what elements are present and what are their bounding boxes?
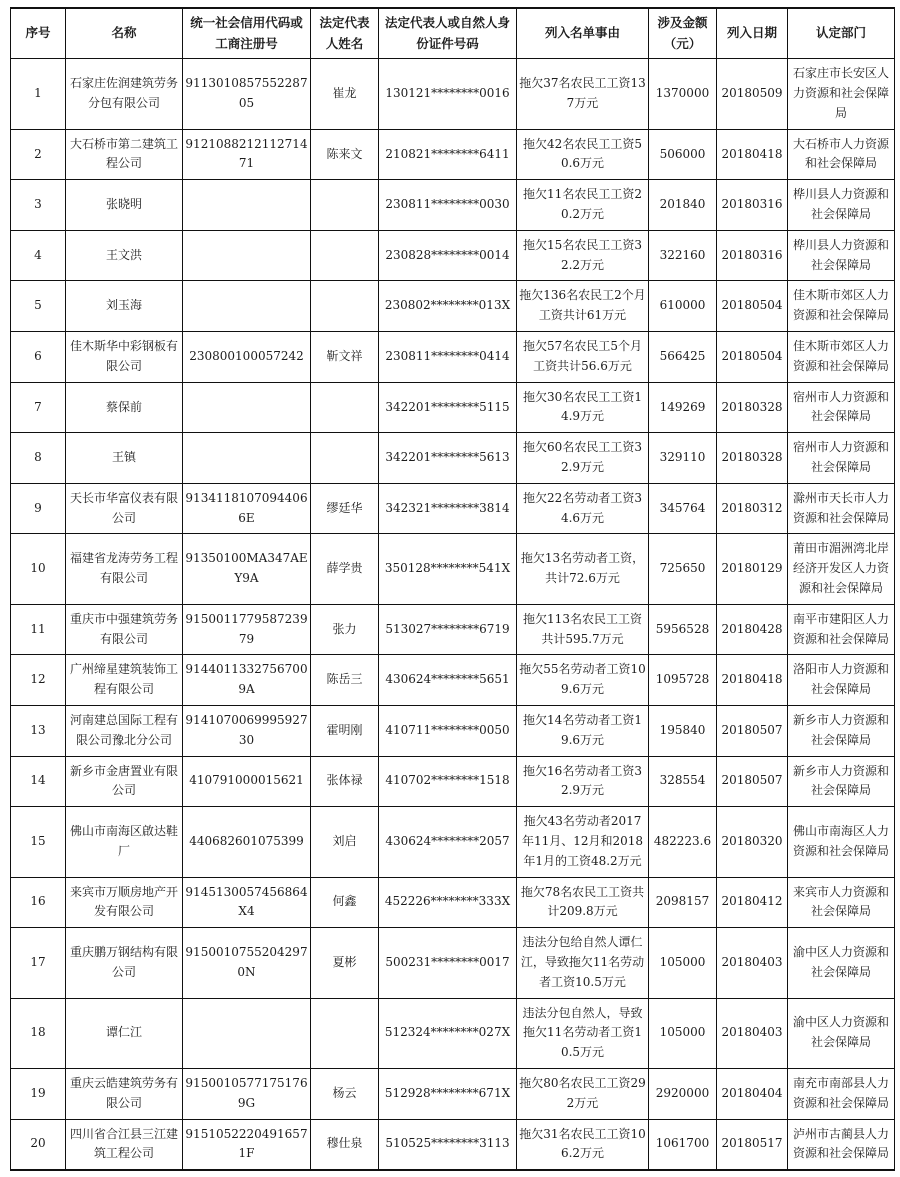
cell-legal-rep: 杨云 <box>311 1068 379 1119</box>
column-header-amount: 涉及金额（元） <box>649 8 717 59</box>
cell-reason: 拖欠37名农民工工资137万元 <box>517 59 649 129</box>
cell-index: 13 <box>11 705 66 756</box>
cell-credit-code <box>183 230 311 281</box>
cell-credit-code: 91440113327567009A <box>183 655 311 706</box>
cell-id-number: 512928********671X <box>379 1068 517 1119</box>
table-row <box>11 382 895 433</box>
cell-index: 1 <box>11 59 66 129</box>
cell-reason: 拖欠16名劳动者工资32.9万元 <box>517 756 649 807</box>
cell-id-number: 342201********5613 <box>379 433 517 484</box>
cell-name: 王镇 <box>66 433 183 484</box>
cell-amount: 105000 <box>649 928 717 998</box>
cell-list-date: 20180328 <box>717 433 788 484</box>
cell-index: 8 <box>11 433 66 484</box>
cell-authority: 石家庄市长安区人力资源和社会保障局 <box>788 59 895 129</box>
cell-name: 广州缔星建筑装饰工程有限公司 <box>66 655 183 706</box>
cell-name: 重庆鹏万钢结构有限公司 <box>66 928 183 998</box>
cell-id-number: 430624********2057 <box>379 807 517 877</box>
cell-list-date: 20180316 <box>717 230 788 281</box>
cell-authority: 莆田市湄洲湾北岸经济开发区人力资源和社会保障局 <box>788 534 895 604</box>
cell-credit-code: 440682601075399 <box>183 807 311 877</box>
column-header-list-date: 列入日期 <box>717 8 788 59</box>
cell-index: 2 <box>11 129 66 180</box>
cell-credit-code: 410791000015621 <box>183 756 311 807</box>
cell-credit-code: 91341181070944066E <box>183 483 311 534</box>
cell-authority: 新乡市人力资源和社会保障局 <box>788 705 895 756</box>
cell-index: 12 <box>11 655 66 706</box>
cell-authority: 大石桥市人力资源和社会保障局 <box>788 129 895 180</box>
cell-amount: 329110 <box>649 433 717 484</box>
cell-id-number: 410711********0050 <box>379 705 517 756</box>
cell-list-date: 20180504 <box>717 332 788 383</box>
cell-list-date: 20180403 <box>717 998 788 1068</box>
cell-legal-rep: 陈岳三 <box>311 655 379 706</box>
cell-index: 4 <box>11 230 66 281</box>
cell-id-number: 350128********541X <box>379 534 517 604</box>
cell-name: 佳木斯华中彩钢板有限公司 <box>66 332 183 383</box>
cell-amount: 322160 <box>649 230 717 281</box>
cell-list-date: 20180320 <box>717 807 788 877</box>
table-row <box>11 655 895 706</box>
cell-legal-rep: 穆仕泉 <box>311 1119 379 1170</box>
cell-authority: 宿州市人力资源和社会保障局 <box>788 382 895 433</box>
cell-credit-code: 915001177958723979 <box>183 604 311 655</box>
cell-reason: 拖欠80名农民工工资292万元 <box>517 1068 649 1119</box>
cell-list-date: 20180404 <box>717 1068 788 1119</box>
table-row <box>11 180 895 231</box>
cell-id-number: 513027********6719 <box>379 604 517 655</box>
column-header-credit-code: 统一社会信用代码或工商注册号 <box>183 8 311 59</box>
cell-authority: 来宾市人力资源和社会保障局 <box>788 877 895 928</box>
cell-amount: 566425 <box>649 332 717 383</box>
cell-reason: 拖欠113名农民工工资共计595.7万元 <box>517 604 649 655</box>
cell-id-number: 210821********6411 <box>379 129 517 180</box>
table-row <box>11 483 895 534</box>
cell-legal-rep <box>311 382 379 433</box>
cell-amount: 105000 <box>649 998 717 1068</box>
cell-name: 新乡市金唐置业有限公司 <box>66 756 183 807</box>
table-body <box>11 59 895 1170</box>
cell-index: 17 <box>11 928 66 998</box>
cell-name: 蔡保前 <box>66 382 183 433</box>
cell-reason: 拖欠15名农民工工资32.2万元 <box>517 230 649 281</box>
cell-reason: 拖欠13名劳动者工资，共计72.6万元 <box>517 534 649 604</box>
cell-name: 天长市华富仪表有限公司 <box>66 483 183 534</box>
cell-legal-rep: 缪廷华 <box>311 483 379 534</box>
table-row <box>11 928 895 998</box>
cell-name: 来宾市万顺房地产开发有限公司 <box>66 877 183 928</box>
cell-reason: 拖欠22名劳动者工资34.6万元 <box>517 483 649 534</box>
cell-reason: 拖欠30名农民工工资14.9万元 <box>517 382 649 433</box>
cell-amount: 506000 <box>649 129 717 180</box>
cell-credit-code: 91350100MA347AEY9A <box>183 534 311 604</box>
cell-id-number: 410702********1518 <box>379 756 517 807</box>
cell-id-number: 342321********3814 <box>379 483 517 534</box>
cell-id-number: 510525********3113 <box>379 1119 517 1170</box>
table-row <box>11 705 895 756</box>
cell-id-number: 230802********013X <box>379 281 517 332</box>
cell-amount: 2098157 <box>649 877 717 928</box>
column-header-reason: 列入名单事由 <box>517 8 649 59</box>
cell-index: 19 <box>11 1068 66 1119</box>
cell-list-date: 20180418 <box>717 129 788 180</box>
cell-amount: 482223.6 <box>649 807 717 877</box>
cell-legal-rep <box>311 433 379 484</box>
cell-index: 15 <box>11 807 66 877</box>
cell-credit-code: 91510522204916571F <box>183 1119 311 1170</box>
column-header-legal-rep: 法定代表 人姓名 <box>311 8 379 59</box>
cell-authority: 南充市南部县人力资源和社会保障局 <box>788 1068 895 1119</box>
cell-authority: 宿州市人力资源和社会保障局 <box>788 433 895 484</box>
cell-list-date: 20180418 <box>717 655 788 706</box>
cell-reason: 违法分包自然人，导致拖欠11名劳动者工资10.5万元 <box>517 998 649 1068</box>
cell-legal-rep: 薛学贵 <box>311 534 379 604</box>
table-row <box>11 433 895 484</box>
table-row <box>11 230 895 281</box>
cell-name: 四川省合江县三江建筑工程公司 <box>66 1119 183 1170</box>
cell-name: 重庆市中强建筑劳务有限公司 <box>66 604 183 655</box>
table-row <box>11 1068 895 1119</box>
cell-reason: 拖欠14名劳动者工资19.6万元 <box>517 705 649 756</box>
cell-amount: 1061700 <box>649 1119 717 1170</box>
cell-reason: 拖欠78名农民工工资共计209.8万元 <box>517 877 649 928</box>
cell-id-number: 130121********0016 <box>379 59 517 129</box>
cell-id-number: 230811********0030 <box>379 180 517 231</box>
cell-list-date: 20180507 <box>717 705 788 756</box>
cell-list-date: 20180509 <box>717 59 788 129</box>
cell-amount: 149269 <box>649 382 717 433</box>
cell-amount: 1095728 <box>649 655 717 706</box>
table-row <box>11 998 895 1068</box>
cell-index: 16 <box>11 877 66 928</box>
cell-list-date: 20180428 <box>717 604 788 655</box>
cell-authority: 泸州市古蔺县人力资源和社会保障局 <box>788 1119 895 1170</box>
cell-index: 18 <box>11 998 66 1068</box>
cell-amount: 610000 <box>649 281 717 332</box>
table-row <box>11 1119 895 1170</box>
cell-list-date: 20180129 <box>717 534 788 604</box>
cell-index: 10 <box>11 534 66 604</box>
cell-list-date: 20180403 <box>717 928 788 998</box>
table-row <box>11 756 895 807</box>
cell-name: 张晓明 <box>66 180 183 231</box>
column-header-id-number: 法定代表人或自然人身份证件号码 <box>379 8 517 59</box>
cell-legal-rep: 崔龙 <box>311 59 379 129</box>
cell-credit-code <box>183 180 311 231</box>
cell-id-number: 342201********5115 <box>379 382 517 433</box>
cell-authority: 桦川县人力资源和社会保障局 <box>788 230 895 281</box>
cell-list-date: 20180507 <box>717 756 788 807</box>
cell-authority: 南平市建阳区人力资源和社会保障局 <box>788 604 895 655</box>
cell-name: 佛山市南海区啟达鞋厂 <box>66 807 183 877</box>
cell-authority: 佳木斯市郊区人力资源和社会保障局 <box>788 281 895 332</box>
cell-index: 6 <box>11 332 66 383</box>
cell-amount: 195840 <box>649 705 717 756</box>
cell-credit-code: 912108821211271471 <box>183 129 311 180</box>
cell-name: 河南建总国际工程有限公司豫北分公司 <box>66 705 183 756</box>
cell-credit-code: 91500107552042970N <box>183 928 311 998</box>
column-header-index: 序号 <box>11 8 66 59</box>
cell-legal-rep: 何鑫 <box>311 877 379 928</box>
cell-name: 福建省龙涛劳务工程有限公司 <box>66 534 183 604</box>
cell-name: 王文洪 <box>66 230 183 281</box>
cell-reason: 拖欠31名农民工工资106.2万元 <box>517 1119 649 1170</box>
cell-legal-rep: 夏彬 <box>311 928 379 998</box>
cell-credit-code <box>183 433 311 484</box>
cell-amount: 725650 <box>649 534 717 604</box>
cell-legal-rep <box>311 230 379 281</box>
cell-credit-code: 911301085755228705 <box>183 59 311 129</box>
cell-id-number: 230811********0414 <box>379 332 517 383</box>
header-row <box>11 8 895 59</box>
cell-amount: 328554 <box>649 756 717 807</box>
cell-credit-code: 230800100057242 <box>183 332 311 383</box>
cell-authority: 桦川县人力资源和社会保障局 <box>788 180 895 231</box>
cell-reason: 拖欠11名农民工工资20.2万元 <box>517 180 649 231</box>
cell-credit-code <box>183 382 311 433</box>
cell-authority: 新乡市人力资源和社会保障局 <box>788 756 895 807</box>
cell-amount: 201840 <box>649 180 717 231</box>
table-row <box>11 807 895 877</box>
cell-authority: 洛阳市人力资源和社会保障局 <box>788 655 895 706</box>
table-row <box>11 877 895 928</box>
cell-legal-rep <box>311 998 379 1068</box>
table-row <box>11 534 895 604</box>
column-header-authority: 认定部门 <box>788 8 895 59</box>
cell-legal-rep <box>311 180 379 231</box>
table-row <box>11 59 895 129</box>
cell-authority: 渝中区人力资源和社会保障局 <box>788 998 895 1068</box>
cell-index: 3 <box>11 180 66 231</box>
cell-index: 20 <box>11 1119 66 1170</box>
cell-id-number: 430624********5651 <box>379 655 517 706</box>
table-row <box>11 604 895 655</box>
cell-reason: 拖欠43名劳动者2017年11月、12月和2018年1月的工资48.2万元 <box>517 807 649 877</box>
cell-list-date: 20180312 <box>717 483 788 534</box>
cell-amount: 345764 <box>649 483 717 534</box>
cell-legal-rep: 靳文祥 <box>311 332 379 383</box>
cell-authority: 佳木斯市郊区人力资源和社会保障局 <box>788 332 895 383</box>
cell-list-date: 20180328 <box>717 382 788 433</box>
table-row <box>11 129 895 180</box>
cell-legal-rep <box>311 281 379 332</box>
cell-id-number: 512324********027X <box>379 998 517 1068</box>
cell-name: 石家庄佐润建筑劳务分包有限公司 <box>66 59 183 129</box>
cell-authority: 滁州市天长市人力资源和社会保障局 <box>788 483 895 534</box>
cell-reason: 拖欠136名农民工2个月工资共计61万元 <box>517 281 649 332</box>
table-row <box>11 281 895 332</box>
cell-legal-rep: 霍明刚 <box>311 705 379 756</box>
cell-id-number: 230828********0014 <box>379 230 517 281</box>
cell-reason: 拖欠55名劳动者工资109.6万元 <box>517 655 649 706</box>
cell-index: 9 <box>11 483 66 534</box>
cell-legal-rep: 刘启 <box>311 807 379 877</box>
cell-name: 谭仁江 <box>66 998 183 1068</box>
cell-amount: 2920000 <box>649 1068 717 1119</box>
cell-reason: 拖欠57名农民工5个月工资共计56.6万元 <box>517 332 649 383</box>
cell-list-date: 20180504 <box>717 281 788 332</box>
cell-reason: 拖欠42名农民工工资50.6万元 <box>517 129 649 180</box>
cell-reason: 违法分包给自然人谭仁江，导致拖欠11名劳动者工资10.5万元 <box>517 928 649 998</box>
cell-credit-code: 914107006999592730 <box>183 705 311 756</box>
column-header-name: 名称 <box>66 8 183 59</box>
cell-reason: 拖欠60名农民工工资32.9万元 <box>517 433 649 484</box>
cell-authority: 佛山市南海区人力资源和社会保障局 <box>788 807 895 877</box>
cell-legal-rep: 陈来文 <box>311 129 379 180</box>
cell-list-date: 20180316 <box>717 180 788 231</box>
cell-credit-code <box>183 281 311 332</box>
wage-arrears-blacklist-table <box>10 7 895 1171</box>
cell-id-number: 452226********333X <box>379 877 517 928</box>
cell-credit-code <box>183 998 311 1068</box>
cell-name: 刘玉海 <box>66 281 183 332</box>
cell-credit-code: 91500105771751769G <box>183 1068 311 1119</box>
cell-name: 大石桥市第二建筑工程公司 <box>66 129 183 180</box>
cell-index: 7 <box>11 382 66 433</box>
cell-amount: 5956528 <box>649 604 717 655</box>
cell-index: 5 <box>11 281 66 332</box>
cell-legal-rep: 张体禄 <box>311 756 379 807</box>
cell-amount: 1370000 <box>649 59 717 129</box>
cell-credit-code: 9145130057456864X4 <box>183 877 311 928</box>
cell-index: 14 <box>11 756 66 807</box>
cell-list-date: 20180412 <box>717 877 788 928</box>
cell-id-number: 500231********0017 <box>379 928 517 998</box>
cell-authority: 渝中区人力资源和社会保障局 <box>788 928 895 998</box>
cell-legal-rep: 张力 <box>311 604 379 655</box>
cell-list-date: 20180517 <box>717 1119 788 1170</box>
table-row <box>11 332 895 383</box>
cell-name: 重庆云皓建筑劳务有限公司 <box>66 1068 183 1119</box>
cell-index: 11 <box>11 604 66 655</box>
